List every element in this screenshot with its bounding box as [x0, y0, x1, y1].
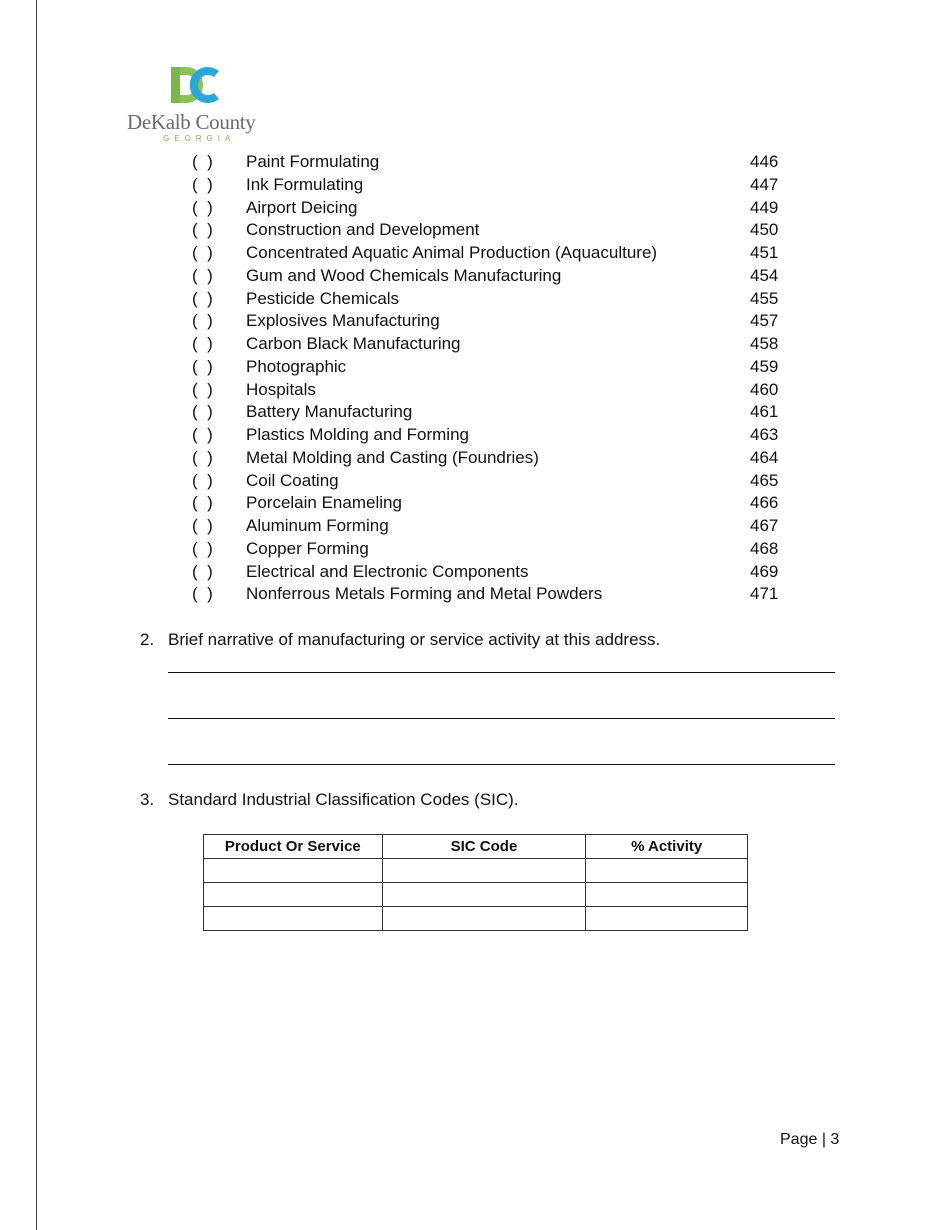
category-label: Airport Deicing: [246, 197, 358, 217]
question-2: [140, 629, 840, 651]
category-label: Porcelain Enameling: [246, 493, 402, 513]
category-code: 447: [750, 174, 779, 194]
category-label: Pesticide Chemicals: [246, 288, 400, 308]
category-label: Construction and Development: [246, 220, 480, 240]
question-text: Brief narrative of manufacturing or service activity at this address.: [168, 630, 661, 649]
category-checkbox[interactable]: ( ): [192, 265, 213, 285]
category-code: 450: [750, 220, 779, 240]
category-row: [0, 515, 950, 538]
category-code: 463: [750, 425, 779, 444]
percent-activity-cell[interactable]: [586, 859, 748, 883]
category-label: Photographic: [246, 356, 347, 376]
narrative-line-2[interactable]: [168, 718, 835, 719]
category-code: 464: [750, 447, 779, 467]
category-code: 460: [750, 379, 779, 399]
page-number: Page | 3: [780, 1131, 840, 1148]
category-checkbox[interactable]: ( ): [192, 402, 213, 422]
header-percent-activity: % Activity: [586, 835, 748, 859]
category-checkbox[interactable]: ( ): [192, 197, 213, 217]
question-text: Standard Industrial Classification Codes (SIC).: [168, 790, 519, 809]
category-code: 461: [750, 402, 779, 422]
category-code: 451: [750, 243, 779, 262]
category-row: [0, 447, 950, 470]
category-checkbox[interactable]: ( ): [192, 561, 213, 581]
table-row: [204, 907, 748, 931]
dekalb-county-logo: [125, 62, 265, 146]
category-checkbox[interactable]: ( ): [192, 447, 213, 467]
category-row: [0, 492, 950, 515]
category-label: Battery Manufacturing: [246, 402, 413, 422]
category-checkbox[interactable]: ( ): [192, 493, 213, 513]
category-row: [0, 197, 950, 220]
category-checkbox[interactable]: ( ): [192, 425, 213, 444]
category-code: 471: [750, 584, 779, 604]
category-row: [0, 379, 950, 402]
category-row: [0, 310, 950, 333]
category-checkbox[interactable]: ( ): [192, 379, 213, 399]
category-checkbox[interactable]: ( ): [192, 174, 213, 194]
category-row: [0, 583, 950, 606]
narrative-line-3[interactable]: [168, 764, 835, 765]
category-label: Electrical and Electronic Components: [246, 561, 529, 581]
category-row: [0, 356, 950, 379]
product-or-service-cell[interactable]: [204, 883, 383, 907]
category-checkbox[interactable]: ( ): [192, 311, 213, 331]
category-label: Plastics Molding and Forming: [246, 425, 469, 444]
product-or-service-cell[interactable]: [204, 859, 383, 883]
category-row: [0, 265, 950, 288]
category-checkbox[interactable]: ( ): [192, 516, 213, 535]
category-checkbox[interactable]: ( ): [192, 220, 213, 240]
category-label: Concentrated Aquatic Animal Production (Aquaculture): [246, 243, 658, 262]
sic-table: [203, 834, 748, 931]
category-row: [0, 288, 950, 311]
category-label: Carbon Black Manufacturing: [246, 334, 461, 353]
category-row: [0, 561, 950, 584]
logo-name: DeKalb County: [127, 110, 256, 134]
percent-activity-cell[interactable]: [586, 907, 748, 931]
category-code: 465: [750, 470, 779, 490]
category-row: [0, 538, 950, 561]
category-label: Coil Coating: [246, 470, 339, 490]
category-row: [0, 424, 950, 447]
percent-activity-cell[interactable]: [586, 883, 748, 907]
category-code: 467: [750, 516, 779, 535]
category-checkbox[interactable]: ( ): [192, 288, 213, 308]
category-code: 459: [750, 356, 779, 376]
category-code: 457: [750, 311, 779, 331]
category-code: 468: [750, 538, 779, 558]
category-checkbox[interactable]: ( ): [192, 538, 213, 558]
category-label: Metal Molding and Casting (Foundries): [246, 447, 539, 467]
category-checkbox[interactable]: ( ): [192, 334, 213, 353]
question-number: 2.: [140, 630, 155, 649]
category-code: 449: [750, 197, 779, 217]
category-label: Ink Formulating: [246, 174, 364, 194]
category-label: Nonferrous Metals Forming and Metal Powders: [246, 584, 603, 604]
category-code: 454: [750, 265, 779, 285]
category-label: Paint Formulating: [246, 152, 380, 171]
category-code: 446: [750, 152, 779, 171]
category-checkbox[interactable]: ( ): [192, 243, 213, 262]
sic-code-cell[interactable]: [382, 907, 586, 931]
header-product-or-service: Product Or Service: [204, 835, 383, 859]
product-or-service-cell[interactable]: [204, 907, 383, 931]
category-label: Gum and Wood Chemicals Manufacturing: [246, 265, 562, 285]
category-code: 458: [750, 334, 779, 353]
sic-code-cell[interactable]: [382, 859, 586, 883]
category-checkbox[interactable]: ( ): [192, 584, 213, 604]
question-3: [140, 789, 840, 811]
header-sic-code: SIC Code: [382, 835, 586, 859]
category-checkbox[interactable]: ( ): [192, 356, 213, 376]
sic-code-cell[interactable]: [382, 883, 586, 907]
category-list: [0, 151, 950, 606]
category-row: [0, 470, 950, 493]
category-checkbox[interactable]: ( ): [192, 470, 213, 490]
logo-subtitle: GEORGIA: [163, 134, 236, 143]
sic-table-header: [204, 835, 748, 859]
dc-monogram-icon: [167, 62, 227, 110]
category-row: [0, 401, 950, 424]
category-row: [0, 174, 950, 197]
category-checkbox[interactable]: ( ): [192, 152, 213, 171]
narrative-line-1[interactable]: [168, 672, 835, 673]
category-label: Aluminum Forming: [246, 516, 389, 535]
category-row: [0, 242, 950, 265]
category-code: 469: [750, 561, 779, 581]
category-code: 466: [750, 493, 779, 513]
category-label: Copper Forming: [246, 538, 369, 558]
category-code: 455: [750, 288, 779, 308]
category-row: [0, 219, 950, 242]
category-label: Hospitals: [246, 379, 316, 399]
category-row: [0, 151, 950, 174]
table-row: [204, 883, 748, 907]
question-number: 3.: [140, 790, 155, 809]
category-row: [0, 333, 950, 356]
category-label: Explosives Manufacturing: [246, 311, 440, 331]
table-row: [204, 859, 748, 883]
